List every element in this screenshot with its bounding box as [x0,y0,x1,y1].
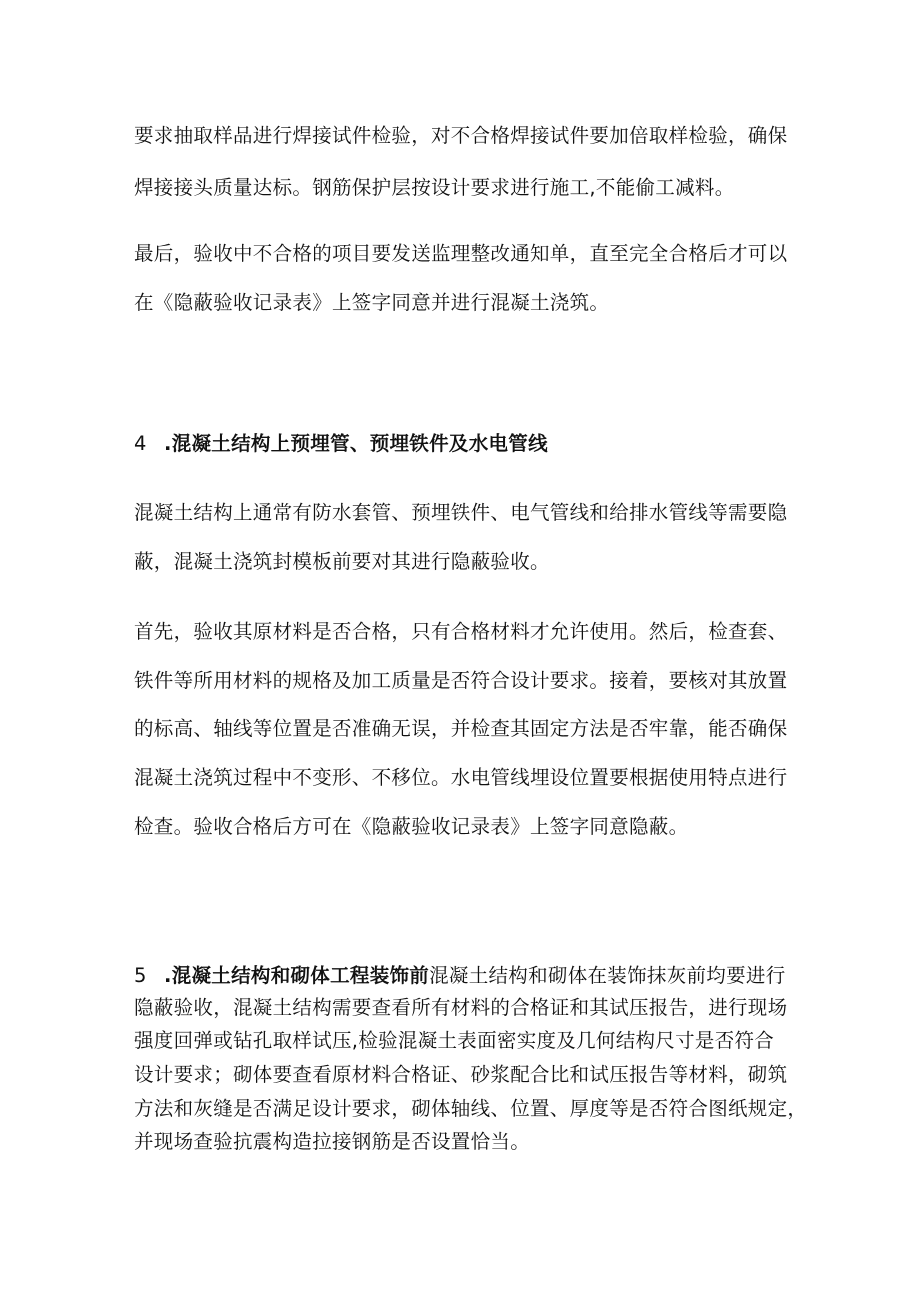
paragraph-4-line-2: 铁件等所用材料的规格及加工质量是否符合设计要求。接着，要核对其放置 [134,669,788,692]
paragraph-3-line-2: 蔽，混凝土浇筑封模板前要对其进行隐蔽验收。 [134,550,550,573]
paragraph-1-line-1: 要求抽取样品进行焊接试件检验，对不合格焊接试件要加倍取样检验，确保 [134,124,788,147]
section-5-title: .混凝土结构和砌体工程装饰前 [164,964,430,987]
section-5-line-4: 设计要求；砌体要查看原材料合格证、砂浆配合比和试压报告等材料，砌筑 [134,1063,788,1086]
section-4-heading [134,431,548,457]
paragraph-4-line-4: 混凝土浇筑过程中不变形、不移位。水电管线埋设位置要根据使用特点进行 [134,766,788,789]
paragraph-1-line-2: 焊接接头质量达标。钢筋保护层按设计要求进行施工,不能偷工减料。 [134,176,735,199]
paragraph-2-line-2: 在《隐蔽验收记录表》上签字同意并进行混凝土浇筑。 [134,291,610,314]
paragraph-3-line-1: 混凝土结构上通常有防水套管、预埋铁件、电气管线和给排水管线等需要隐 [134,501,788,524]
section-5-line-1-text: 混凝土结构和砌体在装饰抹灰前均要进行 [429,964,786,987]
section-4-title: .混凝土结构上预埋管、预埋铁件及水电管线 [164,432,548,455]
section-5-line-1 [134,963,786,989]
section-5-number: 5 [134,964,147,987]
section-4-number: 4 [134,432,147,455]
section-5-line-2: 隐蔽验收，混凝土结构需要查看所有材料的合格证和其试压报告，进行现场 [134,996,788,1019]
paragraph-4-line-1: 首先，验收其原材料是否合格，只有合格材料才允许使用。然后，检查套、 [134,620,788,643]
section-5-line-3: 强度回弹或钻孔取样试压,检验混凝土表面密实度及几何结构尺寸是否符合 [134,1029,775,1052]
section-5-line-6: 并现场查验抗震构造拉接钢筋是否设置恰当。 [134,1130,531,1153]
paragraph-2-line-1: 最后，验收中不合格的项目要发送监理整改通知单，直至完全合格后才可以 [134,242,788,265]
paragraph-4-line-3: 的标高、轴线等位置是否准确无误，并检查其固定方法是否牢靠，能否确保 [134,717,788,740]
section-5-line-5: 方法和灰缝是否满足设计要求，砌体轴线、位置、厚度等是否符合图纸规定， [134,1097,808,1120]
paragraph-4-line-5: 检查。验收合格后方可在《隐蔽验收记录表》上签字同意隐蔽。 [134,815,689,838]
